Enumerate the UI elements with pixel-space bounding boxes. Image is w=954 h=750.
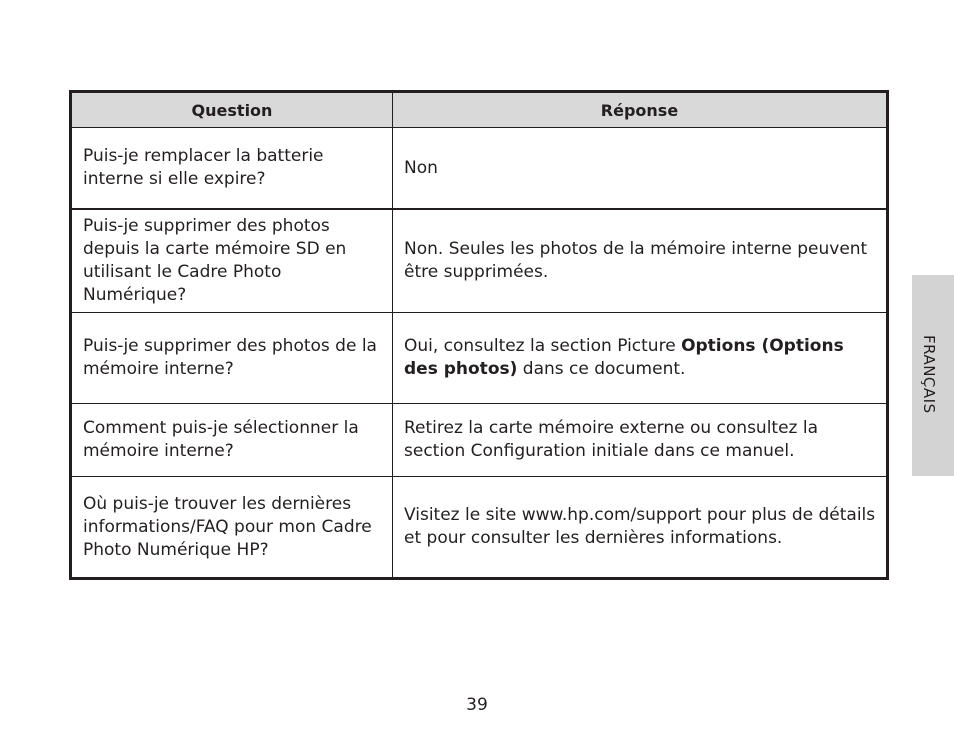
question-cell: Comment puis-je sélectionner la mémoire interne? bbox=[71, 404, 393, 477]
faq-table bbox=[69, 90, 889, 580]
answer-cell: Non bbox=[393, 128, 888, 210]
table-row bbox=[71, 404, 888, 477]
answer-cell: Non. Seules les photos de la mémoire interne peuvent être supprimées. bbox=[393, 209, 888, 313]
answer-cell: Retirez la carte mémoire externe ou consultez la section Configuration initiale dans ce manuel. bbox=[393, 404, 888, 477]
answer-text: Oui, consultez la section Picture bbox=[404, 336, 682, 356]
question-cell: Puis-je supprimer des photos de la mémoire interne? bbox=[71, 313, 393, 404]
answer-cell bbox=[393, 313, 888, 404]
column-header-answer: Réponse bbox=[393, 92, 888, 128]
table-header-row bbox=[71, 92, 888, 128]
question-cell: Puis-je remplacer la batterie interne si elle expire? bbox=[71, 128, 393, 210]
column-header-question: Question bbox=[71, 92, 393, 128]
answer-bold-text: Options (Options des photos) bbox=[404, 336, 844, 379]
table-row bbox=[71, 128, 888, 210]
answer-text: dans ce document. bbox=[517, 359, 686, 379]
table-row bbox=[71, 477, 888, 579]
language-tab-label: FRANÇAIS bbox=[920, 335, 938, 414]
question-cell: Où puis-je trouver les dernières informations/FAQ pour mon Cadre Photo Numérique HP? bbox=[71, 477, 393, 579]
answer-cell: Visitez le site www.hp.com/support pour plus de détails et pour consulter les dernières informations. bbox=[393, 477, 888, 579]
table-row bbox=[71, 209, 888, 313]
question-cell: Puis-je supprimer des photos depuis la carte mémoire SD en utilisant le Cadre Photo Numérique? bbox=[71, 209, 393, 313]
language-side-tab bbox=[912, 275, 954, 476]
table-row bbox=[71, 313, 888, 404]
page-number: 39 bbox=[466, 695, 488, 715]
